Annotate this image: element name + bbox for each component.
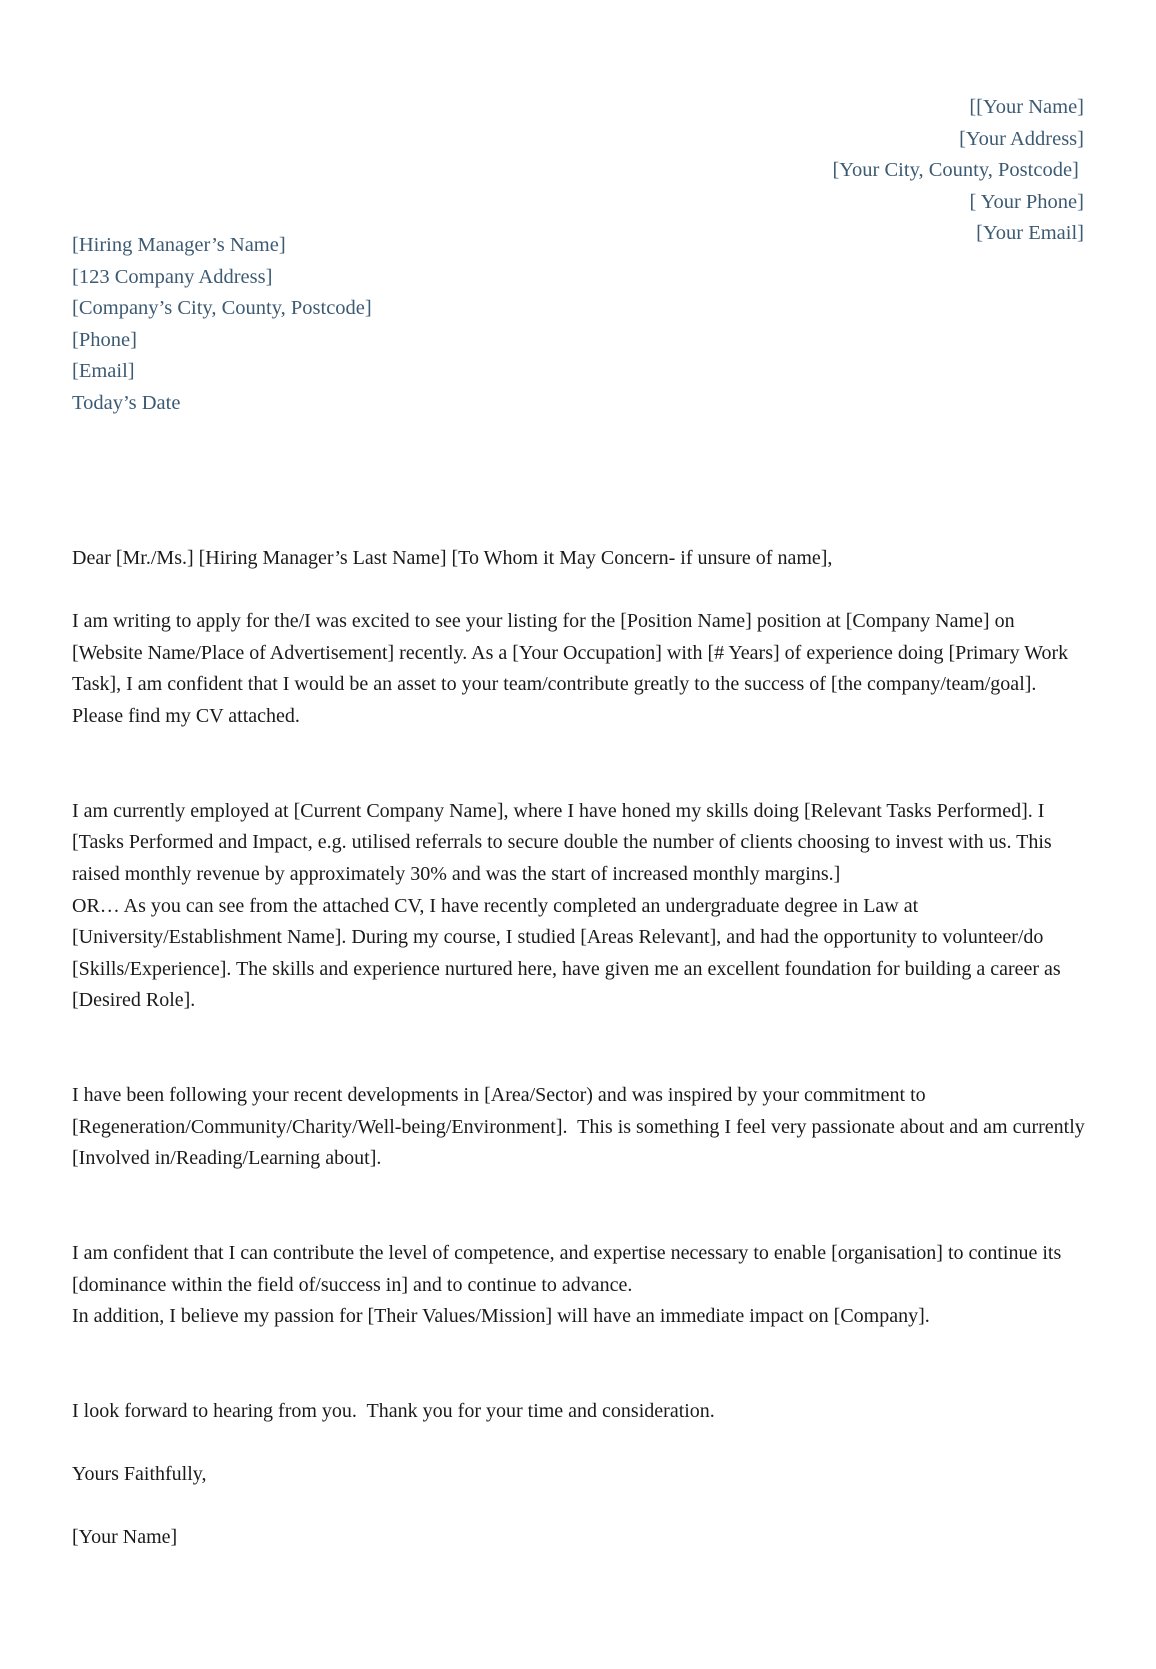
salutation: Dear [Mr./Ms.] [Hiring Manager’s Last Name] [To Whom it May Concern- if unsure of name], (72, 547, 833, 569)
spacer (72, 1491, 1087, 1523)
recipient-name: [Hiring Manager’s Name] (72, 234, 286, 256)
spacer (72, 733, 1087, 796)
spacer (72, 575, 1087, 607)
paragraph-current-employment: I am currently employed at [Current Company Name], where I have honed my skills doing [Relevant Tasks Performed]. I [Tasks Performed and Impact, e.g. utilised referrals to secure double the number of clients choosing to invest with us. This raised monthly revenue by approximately 30% and was the start of increased monthly margins.] (72, 799, 1057, 885)
sign-off: Yours Faithfully, (72, 1463, 207, 1486)
sender-email: [Your Email] (976, 222, 1084, 244)
recipient-phone: [Phone] (72, 328, 137, 351)
recipient-address: [123 Company Address] (72, 265, 273, 288)
sender-name: [[Your Name] (969, 96, 1084, 118)
recipient-email: [Email] (72, 360, 135, 382)
spacer (72, 1175, 1087, 1238)
closing-line: I look forward to hearing from you. Thank you for your time and consideration. (72, 1400, 715, 1423)
paragraph-passion: In addition, I believe my passion for [Their Values/Mission] will have an immediate impact on [Company]. (72, 1305, 930, 1328)
paragraph-graduate-alternative: OR… As you can see from the attached CV, I have recently completed an undergraduate degree in Law at [University/Establishment Name]. During my course, I studied [Areas Relevant], and had the opportunity to volunteer/do [Skills/Experience]. The skills and experience nurtured here, have given me an excellent foundation for building a career as [Desired Role]. (72, 894, 1066, 1012)
paragraph-company-interest: I have been following your recent developments in [Area/Sector) and was inspired by your commitment to [Regeneration/Community/Charity/Well-being/Environment]. This is something I feel very passionate about and am currently [Involved in/Reading/Learning about]. (72, 1084, 1090, 1170)
sender-address-block (832, 92, 1084, 250)
paragraph-confidence: I am confident that I can contribute the level of competence, and expertise necessary to enable [organisation] to continue its [dominance within the field of/success in] and to continue to advance. (72, 1242, 1067, 1296)
spacer (72, 1333, 1087, 1396)
sender-phone: [ Your Phone] (969, 190, 1084, 213)
sender-address: [Your Address] (959, 127, 1084, 150)
recipient-city-county-postcode: [Company’s City, County, Postcode] (72, 297, 372, 319)
spacer (72, 1428, 1087, 1460)
letter-body (72, 543, 1090, 1554)
sender-city-county-postcode: [Your City, County, Postcode] (832, 159, 1084, 181)
paragraph-introduction: I am writing to apply for the/I was excited to see your listing for the [Position Name] position at [Company Name] on [Website Name/Place of Advertisement] recently. As a [Your Occupation] with [# Years] of experience doing [Primary Work Task], I am confident that I would be an asset to your team/contribute greatly to the success of [the company/team/goal]. Please find my CV attached. (72, 610, 1073, 727)
signature: [Your Name] (72, 1526, 178, 1549)
recipient-address-block (72, 230, 372, 419)
spacer (72, 1017, 1087, 1080)
letter-date: Today’s Date (72, 391, 181, 414)
